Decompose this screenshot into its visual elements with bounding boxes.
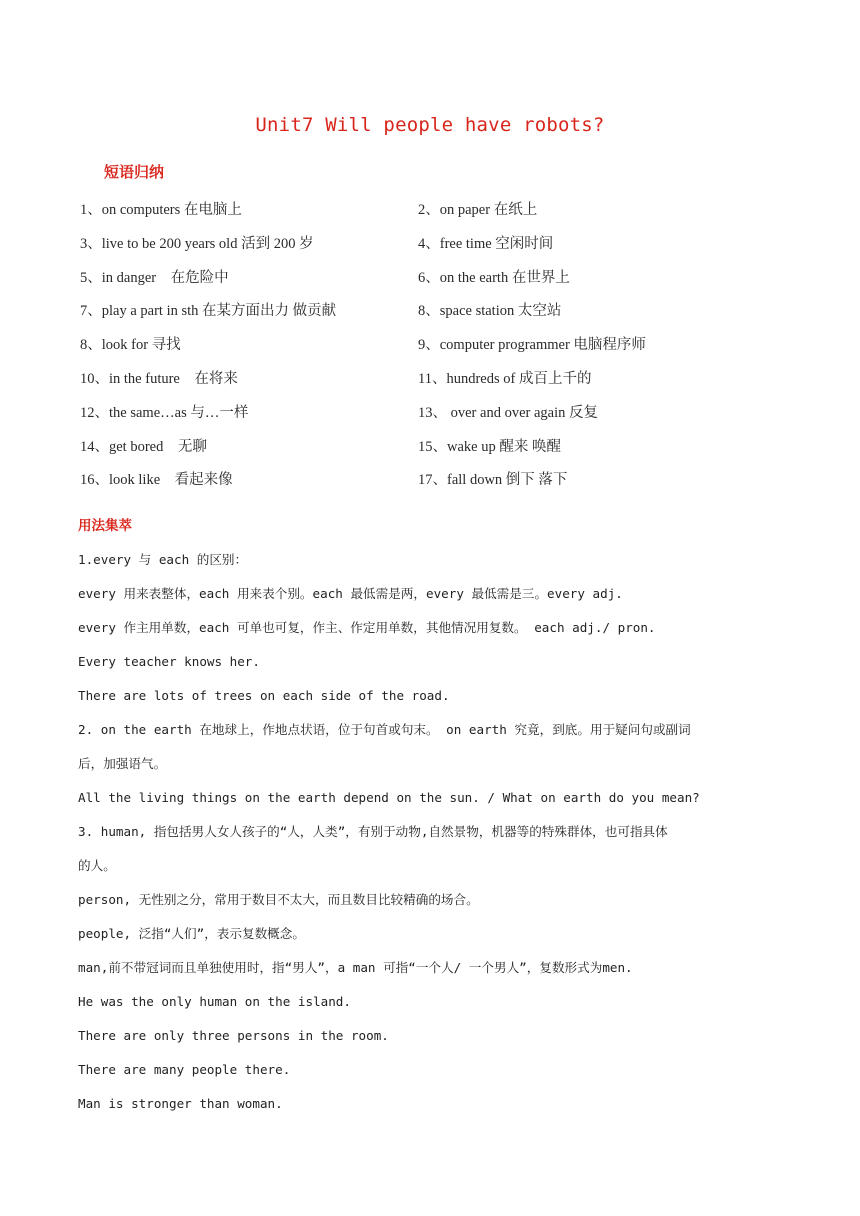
phrase-item: 8、space station 太空站: [418, 303, 562, 320]
phrase-row: [80, 333, 800, 367]
phrase-list: [80, 198, 800, 502]
usage-line: 3. human, 指包括男人女人孩子的“人，人类”，有别于动物,自然景物，机器等的特殊群体，也可指具体: [78, 824, 668, 839]
phrase-item: 13、 over and over again 反复: [418, 404, 598, 421]
usage-line: 1.every 与 each 的区别：: [78, 552, 248, 567]
phrase-item: 6、on the earth 在世界上: [418, 269, 570, 286]
phrase-row: [80, 232, 800, 266]
phrase-item: 15、wake up 醒来 唤醒: [418, 438, 561, 455]
phrase-row: [80, 435, 800, 469]
usage-line: every 作主用单数，each 可单也可复，作主、作定用单数，其他情况用复数。 each adj./ pron.: [78, 620, 656, 635]
phrase-item: 17、fall down 倒下 落下: [418, 472, 568, 489]
usage-line: He was the only human on the island.: [78, 994, 351, 1009]
phrase-item: 5、in danger 在危险中: [80, 269, 229, 286]
phrase-item: 9、computer programmer 电脑程序师: [418, 337, 646, 354]
phrase-row: [80, 401, 800, 435]
phrase-row: [80, 367, 800, 401]
phrase-row: [80, 198, 800, 232]
usage-line: There are only three persons in the room.: [78, 1028, 389, 1043]
usage-line: There are many people there.: [78, 1062, 291, 1077]
usage-line: 2. on the earth 在地球上，作地点状语，位于句首或句末。 on earth 究竟，到底。用于疑问句或副词: [78, 722, 691, 737]
usage-line: There are lots of trees on each side of the road.: [78, 688, 450, 703]
phrase-item: 11、hundreds of 成百上千的: [418, 370, 592, 387]
phrase-item: 16、look like 看起来像: [80, 472, 233, 489]
usage-line: Every teacher knows her.: [78, 654, 260, 669]
usage-line: Man is stronger than woman.: [78, 1096, 283, 1111]
phrase-item: 14、get bored 无聊: [80, 438, 207, 455]
usage-body: [78, 548, 788, 1126]
phrase-item: 3、live to be 200 years old 活到 200 岁: [80, 235, 314, 252]
usage-heading: 用法集萃: [78, 518, 132, 534]
phrase-summary-heading: 短语归纳: [104, 163, 165, 181]
usage-line: 后，加强语气。: [78, 756, 167, 771]
phrase-item: 8、look for 寻找: [80, 337, 181, 354]
phrase-row: [80, 266, 800, 300]
phrase-item: 1、on computers 在电脑上: [80, 202, 242, 218]
usage-line: person, 无性别之分，常用于数目不太大，而且数目比较精确的场合。: [78, 892, 479, 907]
usage-line: man,前不带冠词而且单独使用时，指“男人”，a man 可指“一个人/ 一个男人”，复数形式为men.: [78, 960, 633, 975]
phrase-item: 4、free time 空闲时间: [418, 235, 554, 252]
usage-line: 的人。: [78, 858, 116, 873]
usage-line: All the living things on the earth depend on the sun. / What on earth do you mean?: [78, 790, 700, 805]
phrase-item: 12、the same…as 与…一样: [80, 404, 249, 421]
page-title: Unit7 Will people have robots?: [255, 114, 605, 136]
usage-line: every 用来表整体，each 用来表个别。each 最低需是两，every 最低需是三。every adj.: [78, 586, 623, 601]
phrase-row: [80, 468, 800, 502]
phrase-item: 2、on paper 在纸上: [418, 202, 538, 218]
phrase-item: 7、play a part in sth 在某方面出力 做贡献: [80, 303, 337, 320]
usage-line: people, 泛指“人们”，表示复数概念。: [78, 926, 305, 941]
phrase-row: [80, 299, 800, 333]
phrase-item: 10、in the future 在将来: [80, 370, 238, 387]
